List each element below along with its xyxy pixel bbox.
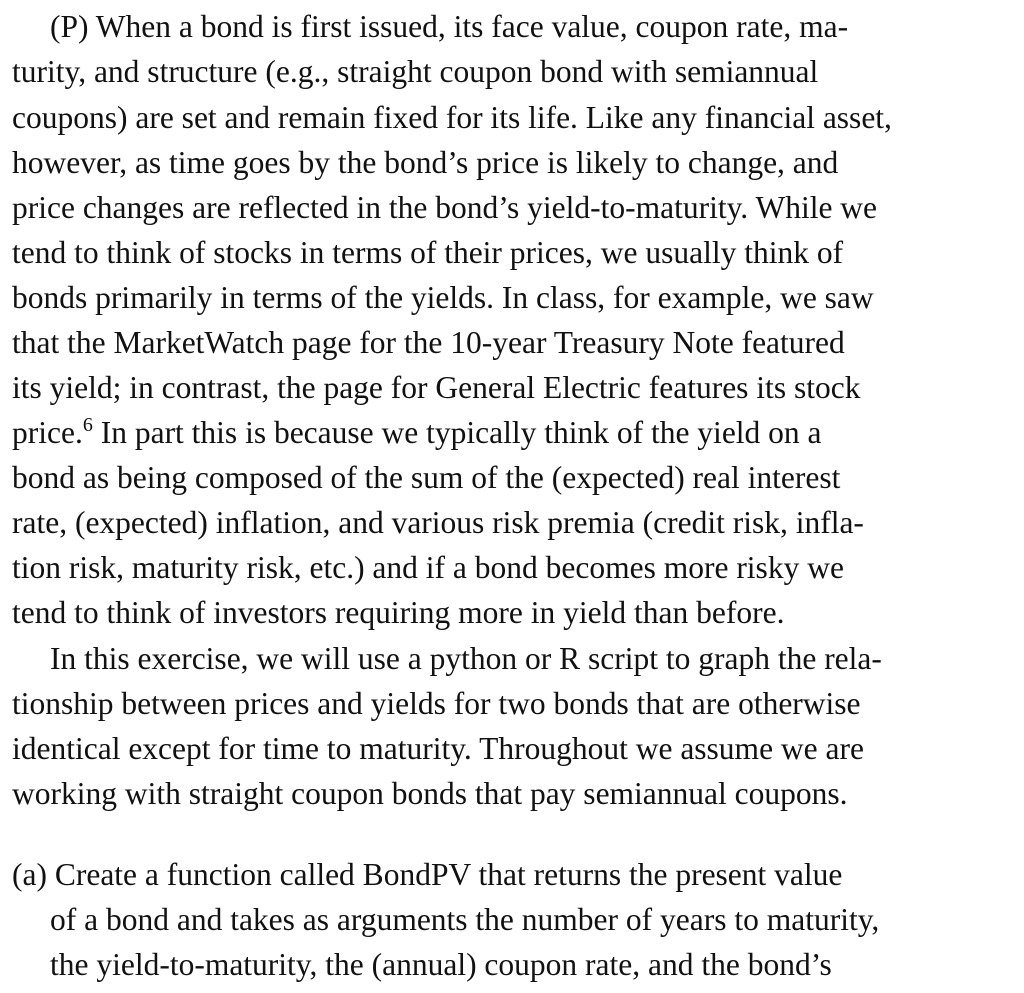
paragraph-2-line-3: identical except for time to maturity. Throughout we assume we are [12,731,864,766]
item-a-line-2: of a bond and takes as arguments the number of years to maturity, [50,902,880,937]
paragraph-2-line-1: In this exercise, we will use a python or R script to graph the rela- [50,641,882,676]
paragraph-1-line-8: that the MarketWatch page for the 10-year Treasury Note featured [12,325,845,360]
paragraph-1-line-13: tion risk, maturity risk, etc.) and if a bond becomes more risky we [12,550,844,585]
paragraph-1-line-11: bond as being composed of the sum of the (expected) real interest [12,460,841,495]
paragraph-1-line-4: however, as time goes by the bond’s price is likely to change, and [12,145,839,180]
paragraph-2-line-2: tionship between prices and yields for two bonds that are otherwise [12,686,861,721]
paragraph-1-line-10 [12,410,822,455]
item-a-line-1: (a) Create a function called BondPV that returns the present value [12,857,843,892]
paragraph-1-line-3: coupons) are set and remain fixed for its life. Like any financial asset, [12,100,892,135]
item-a-line-3: the yield-to-maturity, the (annual) coupon rate, and the bond’s [50,947,832,982]
paragraph-1-line-1: (P) When a bond is first issued, its face value, coupon rate, ma- [50,9,849,44]
footnote-line-before: price. [12,415,83,450]
footnote-line-after: In part this is because we typically think of the yield on a [92,415,822,450]
footnote-mark[interactable]: 6 [82,414,93,436]
paragraph-1-line-2: turity, and structure (e.g., straight coupon bond with semiannual [12,54,819,89]
paragraph-1-line-7: bonds primarily in terms of the yields. In class, for example, we saw [12,280,874,315]
paragraph-1-line-12: rate, (expected) inflation, and various risk premia (credit risk, infla- [12,505,864,540]
paragraph-1-line-5: price changes are reflected in the bond’s yield-to-maturity. While we [12,190,878,225]
paragraph-1-line-6: tend to think of stocks in terms of their prices, we usually think of [12,235,844,270]
paragraph-2-line-4: working with straight coupon bonds that pay semiannual coupons. [12,776,848,811]
paragraph-1-line-14: tend to think of investors requiring more in yield than before. [12,595,785,630]
paragraph-1-line-9: its yield; in contrast, the page for General Electric features its stock [12,370,861,405]
